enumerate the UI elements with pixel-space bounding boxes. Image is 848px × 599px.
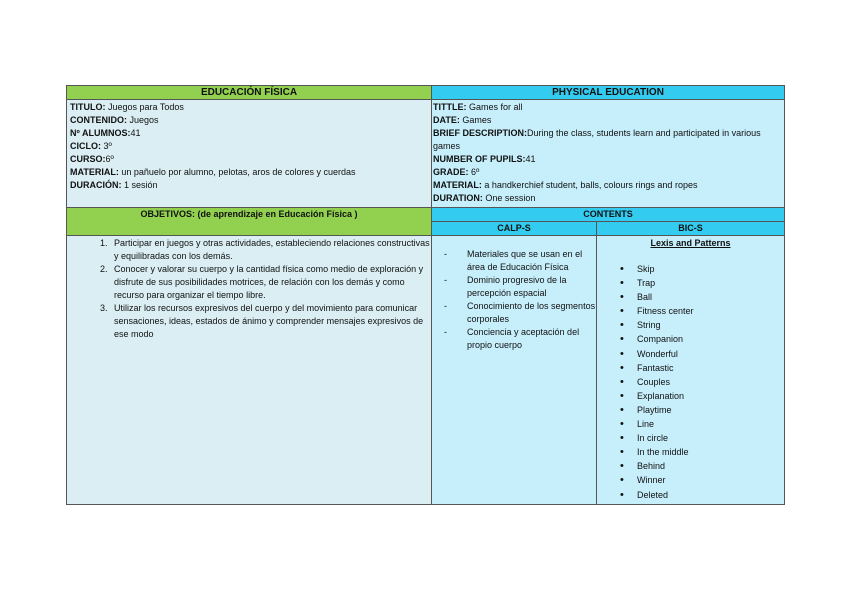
bic-word: • In circle (597, 431, 784, 445)
bic-word: • Line (597, 417, 784, 431)
es-info-value: Juegos para Todos (105, 102, 184, 112)
en-info-label: BRIEF DESCRIPTION: (433, 128, 528, 138)
bic-word: • Winner (597, 473, 784, 487)
es-info-label: CICLO: (70, 141, 101, 151)
en-info-row (433, 101, 783, 114)
bic-word: • Explanation (597, 389, 784, 403)
es-info-value: un pañuelo por alumno, pelotas, aros de colores y cuerdas (118, 167, 356, 177)
en-info-row (433, 166, 783, 179)
es-info-row (70, 127, 428, 140)
es-info-value: Juegos (127, 115, 159, 125)
spanish-info-rows (70, 101, 428, 192)
es-info-label: TITULO: (70, 102, 106, 112)
es-info-row (70, 166, 428, 179)
en-info-value: a handkerchief student, balls, colours rings and ropes (481, 180, 698, 190)
bic-word: • Companion (597, 332, 784, 346)
objectives-header-cell (67, 208, 432, 236)
lesson-plan-table (66, 85, 785, 505)
calp-item: - Materiales que se usan en el área de Educación Física (444, 248, 596, 274)
en-info-label: MATERIAL: (433, 180, 482, 190)
objective-item: 3. Utilizar los recursos expresivos del cuerpo y del movimiento para comunicar sensaciones, ideas, estados de ánimo y comprender mensajes expresivos de ese modo (110, 302, 431, 341)
en-info-label: DATE: (433, 115, 460, 125)
spanish-info-cell (67, 100, 432, 208)
bic-word: • Fantastic (597, 361, 784, 375)
en-info-label: GRADE: (433, 167, 469, 177)
en-info-value: During the class, students learn and participated in various games (433, 128, 761, 151)
en-info-label: NUMBER OF PUPILS: (433, 154, 526, 164)
en-info-value: One session (482, 193, 536, 203)
english-info-rows (433, 101, 783, 205)
bics-list (597, 262, 784, 502)
bics-cell (597, 236, 785, 505)
bic-word: • Behind (597, 459, 784, 473)
es-info-label: CURSO: (70, 154, 106, 164)
bic-word: • Couples (597, 375, 784, 389)
es-info-row (70, 153, 428, 166)
es-info-value: 6º (105, 154, 114, 164)
spanish-header: EDUCACIÓN FÍSICA (67, 86, 432, 100)
en-info-label: TITTLE: (433, 102, 467, 112)
en-info-value: 41 (525, 154, 536, 164)
en-info-row (433, 153, 783, 166)
es-info-row (70, 101, 428, 114)
es-info-row (70, 140, 428, 153)
bic-word: • Trap (597, 276, 784, 290)
es-info-label: DURACIÓN: (70, 180, 122, 190)
calp-item: - Conciencia y aceptación del propio cuerpo (444, 326, 596, 352)
bic-word: • In the middle (597, 445, 784, 459)
es-info-label: CONTENIDO: (70, 115, 127, 125)
english-header: PHYSICAL EDUCATION (432, 86, 785, 100)
calps-header: CALP-S (432, 222, 597, 236)
objective-item: 2. Conocer y valorar su cuerpo y la cantidad física como medio de exploración y disfrute de sus posibilidades motrices, de relación con los demás y como recurso para organizar el tiempo libre. (110, 263, 431, 302)
bic-word: • Playtime (597, 403, 784, 417)
en-info-row (433, 192, 783, 205)
calps-cell (432, 236, 597, 505)
es-info-value: 3º (101, 141, 112, 151)
en-info-value: 6º (468, 167, 480, 177)
es-info-row (70, 114, 428, 127)
en-info-value: Games for all (466, 102, 523, 112)
english-info-cell (432, 100, 785, 208)
bic-word: • Fitness center (597, 304, 784, 318)
calp-item: - Dominio progresivo de la percepción espacial (444, 274, 596, 300)
bic-word: • Ball (597, 290, 784, 304)
bics-header: BIC-S (597, 222, 785, 236)
calps-list (432, 248, 596, 352)
en-info-label: DURATION: (433, 193, 483, 203)
calp-item: - Conocimiento de los segmentos corporales (444, 300, 596, 326)
objectives-cell (67, 236, 432, 505)
en-info-row (433, 127, 783, 153)
es-info-value: 1 sesión (121, 180, 158, 190)
bics-title: Lexis and Patterns (650, 238, 731, 248)
bic-word: • String (597, 318, 784, 332)
es-info-label: MATERIAL: (70, 167, 119, 177)
es-info-value: 41 (130, 128, 141, 138)
es-info-row (70, 179, 428, 192)
objectives-list (67, 237, 431, 341)
bic-word: • Wonderful (597, 347, 784, 361)
es-info-label: Nº ALUMNOS: (70, 128, 131, 138)
contents-header: CONTENTS (432, 208, 785, 222)
en-info-row (433, 114, 783, 127)
objectives-header: OBJETIVOS: (de aprendizaje en Educación Física ) (140, 209, 358, 219)
en-info-row (433, 179, 783, 192)
bic-word: • Deleted (597, 488, 784, 502)
objective-item: 1. Participar en juegos y otras actividades, estableciendo relaciones constructivas y equilibradas con los demás. (110, 237, 431, 263)
en-info-value: Games (459, 115, 492, 125)
bic-word: • Skip (597, 262, 784, 276)
